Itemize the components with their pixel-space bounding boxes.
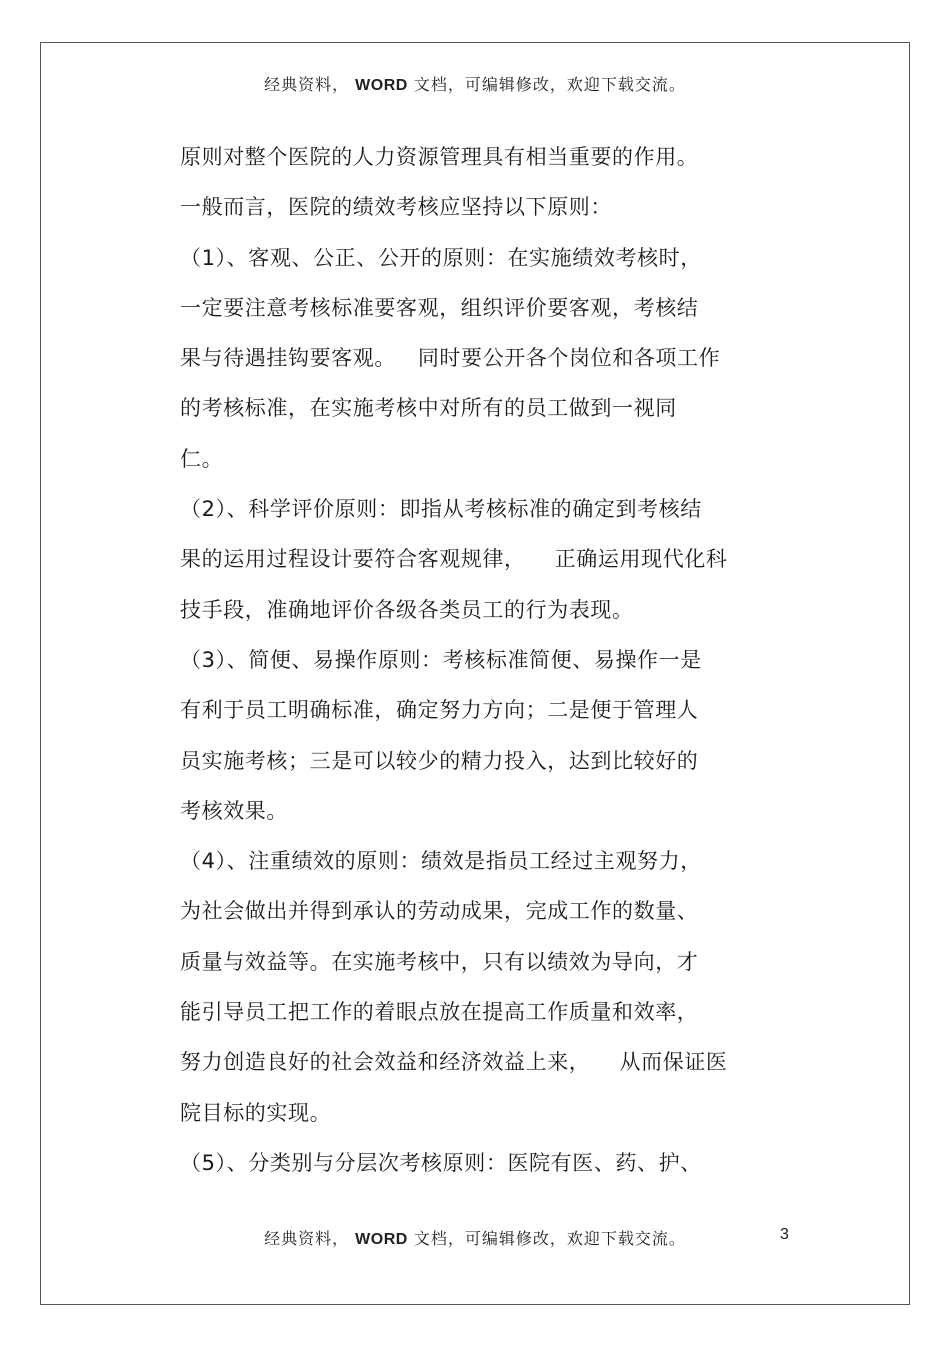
body-line: 质量与效益等。在实施考核中，只有以绩效为导向，才 bbox=[180, 949, 699, 974]
body-line: （1）、客观、公正、公开的原则：在实施绩效考核时， bbox=[180, 245, 702, 270]
body-line: 一定要注意考核标准要客观，组织评价要客观，考核结 bbox=[180, 295, 699, 320]
body-line: 仁。 bbox=[180, 446, 224, 471]
page-number: 3 bbox=[780, 1226, 789, 1243]
body-text bbox=[180, 145, 790, 1201]
body-line: 有利于员工明确标准，确定努力方向；二是便于管理人 bbox=[180, 698, 699, 723]
body-line: 考核效果。 bbox=[180, 798, 288, 823]
body-line: （4）、注重绩效的原则：绩效是指员工经过主观努力， bbox=[180, 849, 702, 874]
body-line: 院目标的实现。 bbox=[180, 1100, 332, 1125]
body-line: （3）、简便、易操作原则：考核标准简便、易操作一是 bbox=[180, 647, 702, 672]
header-word: WORD bbox=[355, 77, 408, 94]
body-line: 果的运用过程设计要符合客观规律， 正确运用现代化科 bbox=[180, 547, 728, 572]
body-line: 的考核标准，在实施考核中对所有的员工做到一视同 bbox=[180, 396, 677, 421]
body-line: （5）、分类别与分层次考核原则：医院有医、药、护、 bbox=[180, 1150, 702, 1175]
body-line: 为社会做出并得到承认的劳动成果，完成工作的数量、 bbox=[180, 899, 699, 924]
body-line: 果与待遇挂钩要客观。 同时要公开各个岗位和各项工作 bbox=[180, 346, 721, 371]
body-line: 原则对整个医院的人力资源管理具有相当重要的作用。 bbox=[180, 145, 699, 169]
body-line: 努力创造良好的社会效益和经济效益上来， 从而保证医 bbox=[180, 1050, 728, 1075]
body-line: 一般而言，医院的绩效考核应坚持以下原则： bbox=[180, 195, 612, 220]
footer-text-before: 经典资料， bbox=[264, 1229, 350, 1248]
page-header bbox=[40, 72, 910, 95]
body-line: （2）、科学评价原则：即指从考核标准的确定到考核结 bbox=[180, 497, 702, 522]
body-line: 能引导员工把工作的着眼点放在提高工作质量和效率， bbox=[180, 1000, 699, 1025]
footer-text-after: 文档，可编辑修改，欢迎下载交流。 bbox=[413, 1229, 686, 1248]
header-text-before: 经典资料， bbox=[264, 75, 350, 94]
body-line: 员实施考核；三是可以较少的精力投入，达到比较好的 bbox=[180, 748, 699, 773]
body-line: 技手段，准确地评价各级各类员工的行为表现。 bbox=[180, 597, 634, 622]
header-text-after: 文档，可编辑修改，欢迎下载交流。 bbox=[413, 75, 686, 94]
footer-word: WORD bbox=[355, 1231, 408, 1248]
